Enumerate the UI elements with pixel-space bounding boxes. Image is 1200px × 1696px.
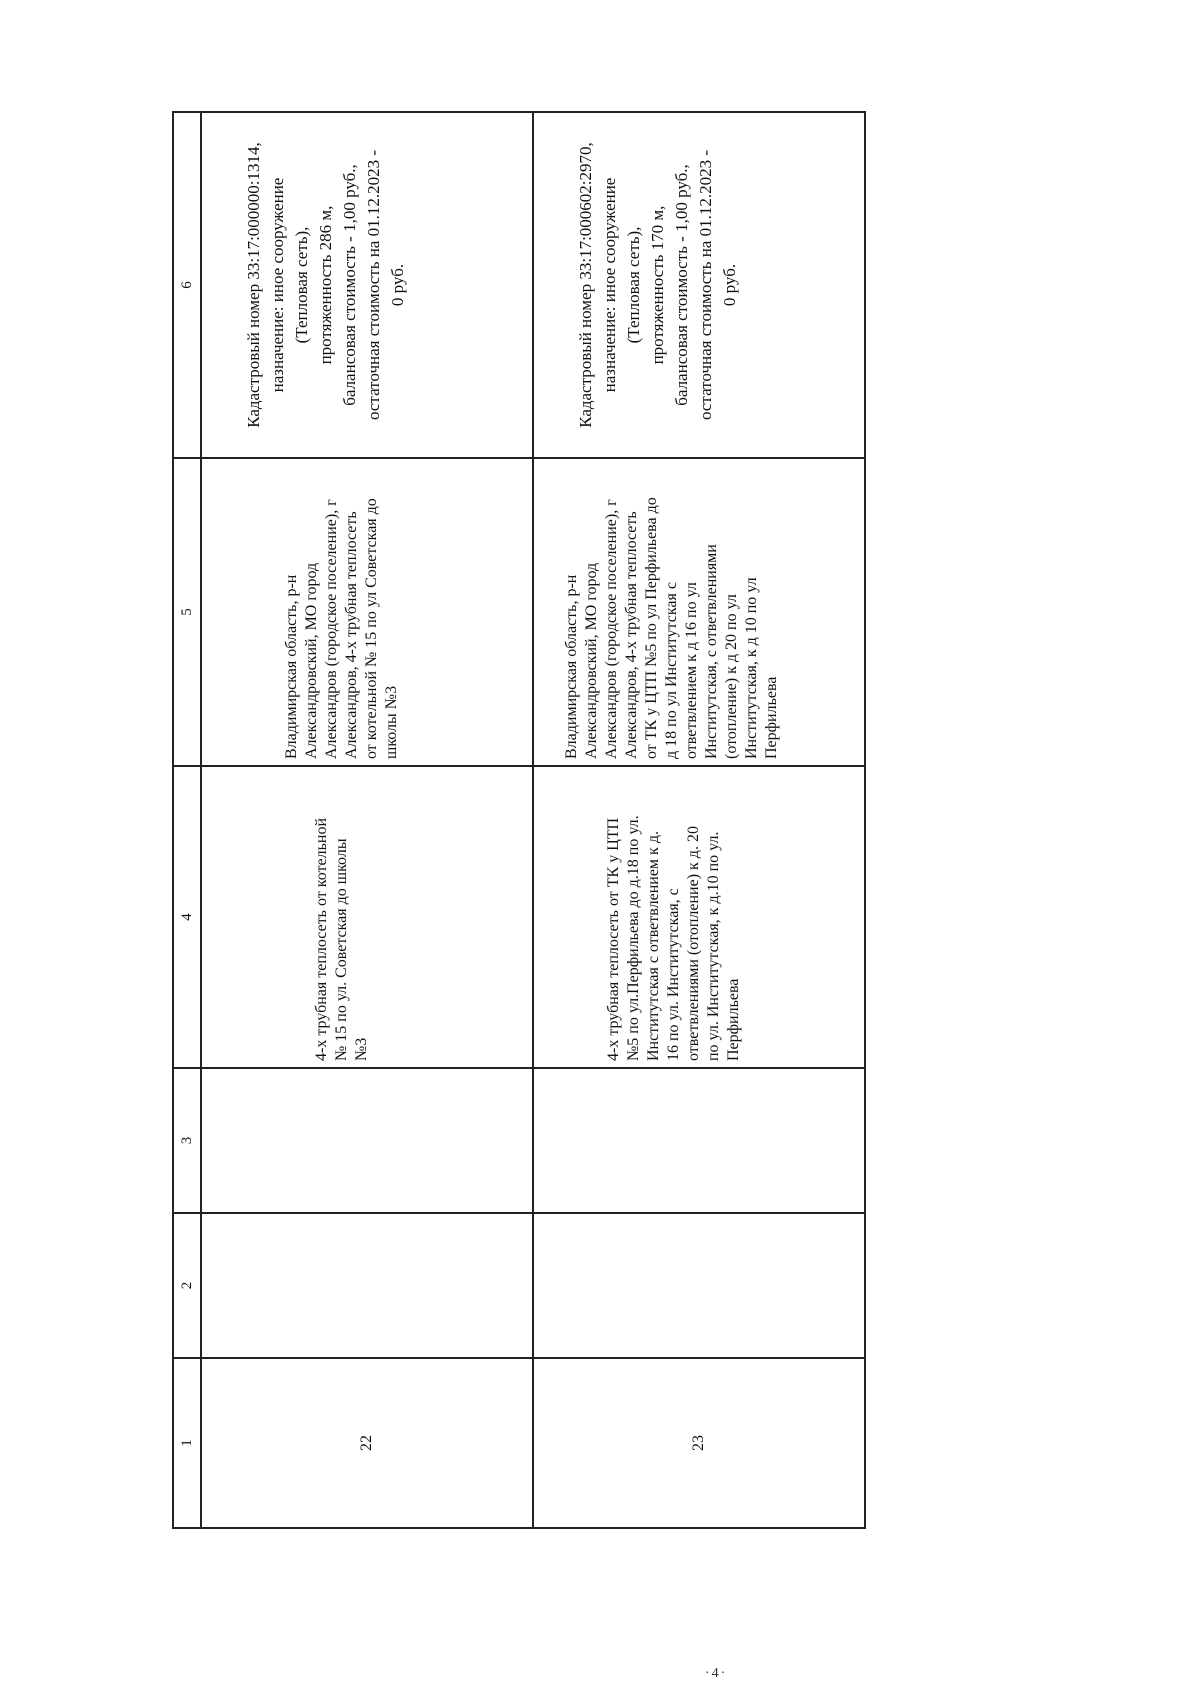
address-line: Александров, 4-х трубная теплосеть [623,511,640,759]
address-line: Владимирская область, р-н [563,574,580,759]
address-line: д 18 по ул Институтская с [663,582,680,759]
header-cell-6: 6 [173,112,201,458]
rotated-table-container [172,113,864,1529]
table-row [201,112,533,1528]
details-line: остаточная стоимость на 01.12.2023 - [696,149,715,421]
details-line: остаточная стоимость на 01.12.2023 - [364,149,383,421]
object-name-line: по ул. Институтская, к д.10 по ул. [705,831,722,1061]
object-name-line: 4-х трубная теплосеть от ТК у ЦТП [605,817,622,1061]
details-line: протяженность 286 м, [316,205,335,365]
object-name-line: №5 по ул.Перфильева до д.18 по ул. [625,815,642,1061]
object-name-line: № 15 по ул. Советская до школы [333,838,350,1061]
header-cell-1: 1 [173,1358,201,1528]
details-line: (Тепловая сеть), [292,226,311,344]
object-name-line: ответвлениями (отопление) к д. 20 [685,826,702,1061]
address-line: Александров, 4-х трубная теплосеть [343,511,360,759]
details-line: протяженность 170 м, [648,205,667,365]
address-line: Александров (городское поселение), г [323,499,340,759]
details-line: Кадастровый номер 33:17:000602:2970, [576,142,595,428]
address-cell [533,458,865,766]
address-line: Институтская, к д 10 по ул [743,577,760,759]
table-row [533,112,865,1528]
header-row [173,112,201,1528]
address-line: от ТК у ЦТП №5 по ул Перфильева до [643,497,660,759]
header-cell-4: 4 [173,766,201,1068]
header-cell-3: 3 [173,1068,201,1213]
details-line: Кадастровый номер 33:17:000000:1314, [244,142,263,428]
address-line: ответвлением к д 16 по ул [683,582,700,759]
header-cell-5: 5 [173,458,201,766]
row-col2-cell [201,1213,533,1358]
details-cell [533,112,865,458]
header-cell-2: 2 [173,1213,201,1358]
object-name-cell [533,766,865,1068]
address-line: Институтская, с ответвлениями [703,544,720,759]
details-line: балансовая стоимость - 1,00 руб., [672,164,691,406]
page-number-mark: ·4· [705,1666,728,1681]
address-line: Владимирская область, р-н [283,574,300,759]
address-line: Александров (городское поселение), г [603,499,620,759]
object-name-line: №3 [353,1037,370,1061]
address-line: (отопление) к д 20 по ул [723,594,740,759]
row-number-cell: 22 [201,1358,533,1528]
address-line: школы №3 [383,685,400,759]
row-col3-cell [533,1068,865,1213]
property-table [172,111,866,1529]
object-name-line: 16 по ул. Институтская, с [665,888,682,1061]
object-name-line: Перфильева [725,978,742,1061]
row-number-cell: 23 [533,1358,865,1528]
details-line: назначение: иное сооружение [268,177,287,393]
address-line: Александровский, МО город [583,562,600,759]
details-line: (Тепловая сеть), [624,226,643,344]
object-name-line: 4-х трубная теплосеть от котельной [313,817,330,1061]
details-line: 0 руб. [720,263,739,307]
details-line: назначение: иное сооружение [600,177,619,393]
address-line: Перфильева [763,676,780,759]
address-cell [201,458,533,766]
details-line: балансовая стоимость - 1,00 руб., [340,164,359,406]
address-line: от котельной № 15 по ул Советская до [363,498,380,759]
object-name-cell [201,766,533,1068]
row-col2-cell [533,1213,865,1358]
object-name-line: Институтская с ответвлением к д. [645,831,662,1061]
row-col3-cell [201,1068,533,1213]
address-line: Александровский, МО город [303,562,320,759]
details-line: 0 руб. [388,263,407,307]
details-cell [201,112,533,458]
